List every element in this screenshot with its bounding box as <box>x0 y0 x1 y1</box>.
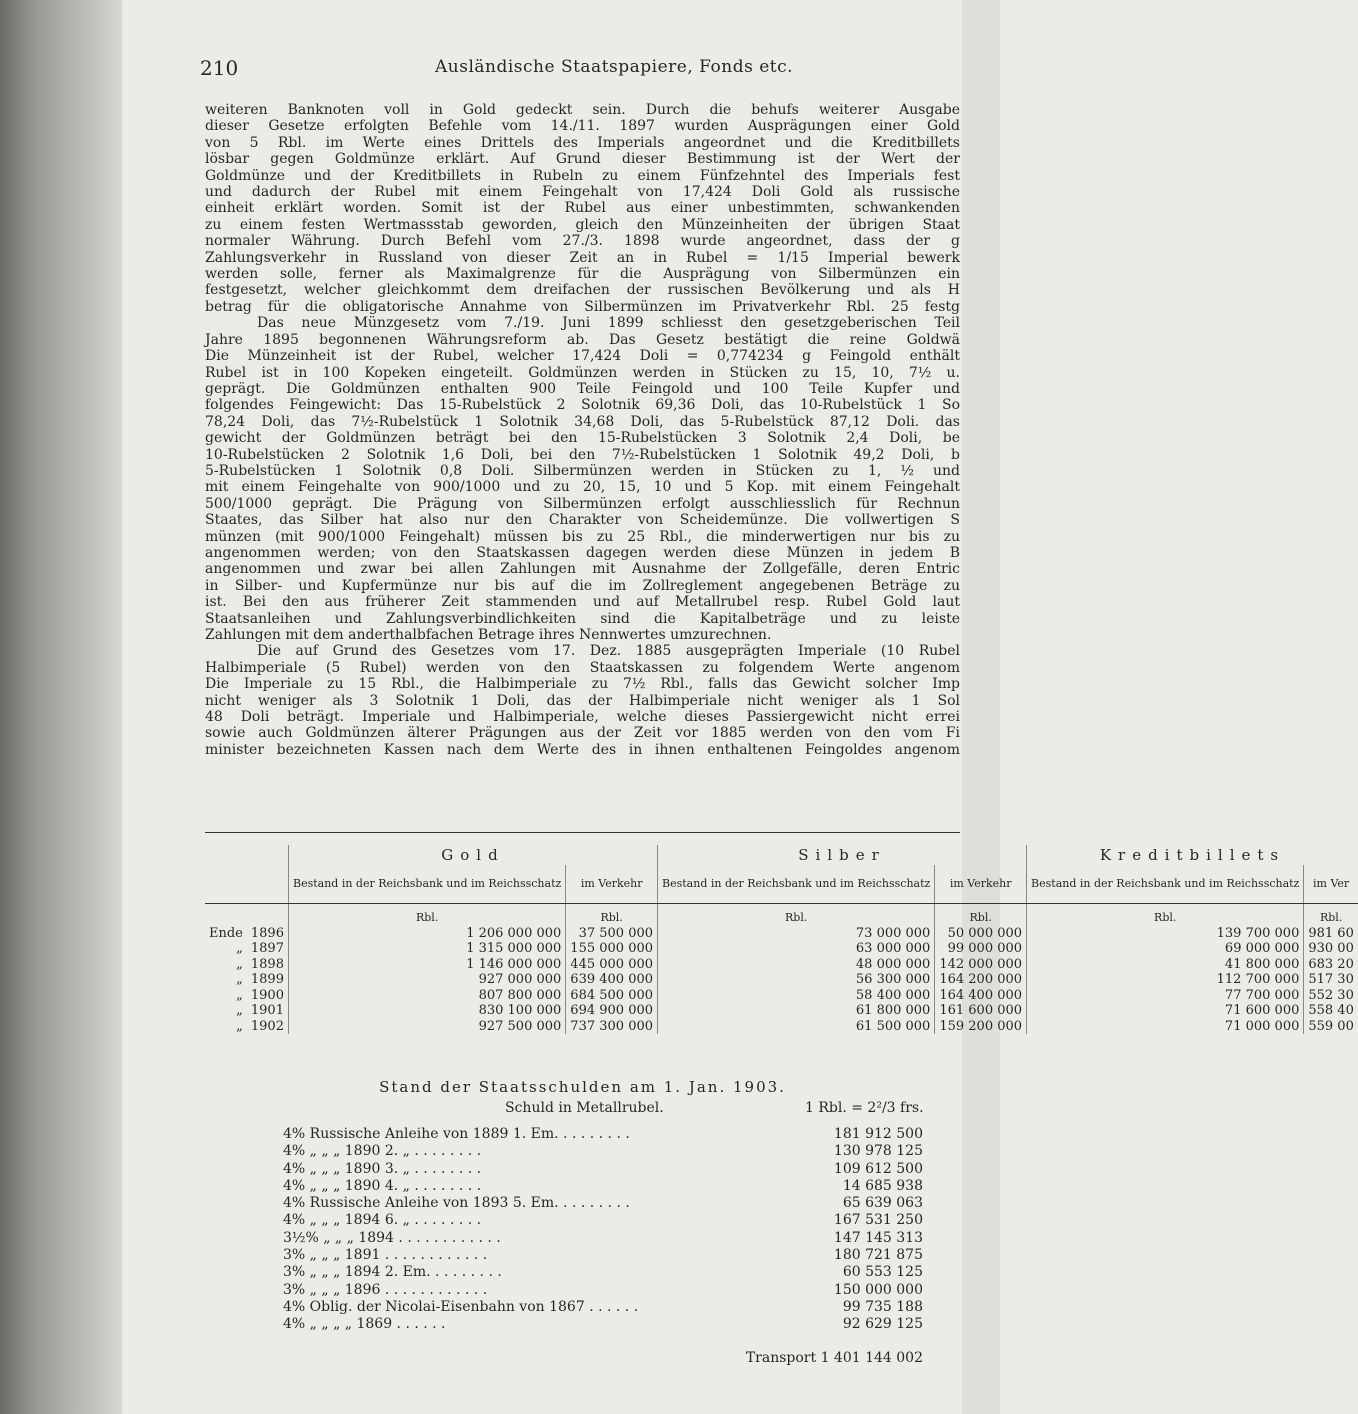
text-line: münzen (mit 900/1000 Feingehalt) müssen bis zu 25 Rbl., die minderwertigen nur bis zu <box>205 528 960 545</box>
cell: 552 30 <box>1304 988 1358 1004</box>
debt-row <box>283 1264 923 1281</box>
table-row <box>205 1003 1358 1019</box>
unit-label: Rbl. <box>1304 904 1358 926</box>
running-head: Ausländische Staatspapiere, Fonds etc. <box>435 57 794 77</box>
row-year: 1900 <box>250 987 284 1003</box>
cell: 558 40 <box>1304 1003 1358 1019</box>
group-kreditbillets: Kreditbillets <box>1027 845 1358 865</box>
cell: 159 200 000 <box>935 1019 1027 1035</box>
facing-page-edge <box>962 0 1000 1414</box>
unit-label: Rbl. <box>566 904 658 926</box>
table-row <box>205 988 1358 1004</box>
cell: 71 600 000 <box>1027 1003 1304 1019</box>
text-line: werden solle, ferner als Maximalgrenze für die Ausprägung von Silbermünzen ein <box>205 266 960 283</box>
text-line: geprägt. Die Goldmünzen enthalten 900 Teile Feingold und 100 Teile Kupfer und <box>205 380 960 397</box>
text-line: Halbimperiale (5 Rubel) werden von den Staatskassen zu folgendem Werte angenom <box>205 659 960 676</box>
debt-amount: 109 612 500 <box>833 1160 923 1177</box>
cell: 694 900 000 <box>566 1003 658 1019</box>
table-unit-row <box>205 904 1358 926</box>
text-line: von 5 Rbl. im Werte eines Drittels des Imperials angeordnet und die Kreditbillets <box>205 134 960 151</box>
text-line: minister bezeichneten Kassen nach dem Werte des in ihnen enthaltenen Feingoldes angenom <box>205 741 960 758</box>
row-label: „ <box>236 987 243 1003</box>
text-line: betrag für die obligatorische Annahme von Silbermünzen im Privatverkehr Rbl. 25 festg <box>205 298 960 315</box>
cell: 517 30 <box>1304 972 1358 988</box>
debt-subtitle-row <box>505 1100 960 1116</box>
debt-label: 4% „ „ „ „ 1869 . . . . . . <box>283 1316 446 1333</box>
cell: 69 000 000 <box>1027 941 1304 957</box>
row-label: „ <box>236 941 243 957</box>
exchange-rate: 1 Rbl. = 2²/3 frs. <box>805 1100 924 1116</box>
row-year: 1898 <box>250 956 284 972</box>
col-reserve: Bestand in der Reichsbank und im Reichsschatz <box>288 865 565 904</box>
debt-row <box>283 1316 923 1333</box>
col-circulation: im Verkehr <box>566 865 658 904</box>
debt-amount: 92 629 125 <box>842 1316 923 1333</box>
debt-amount: 167 531 250 <box>833 1212 923 1229</box>
cell: 1 146 000 000 <box>288 957 565 973</box>
cell: 155 000 000 <box>566 941 658 957</box>
debt-amount: 180 721 875 <box>833 1247 923 1264</box>
text-line: 500/1000 geprägt. Die Prägung von Silbermünzen erfolgt ausschliesslich für Rechnun <box>205 495 960 512</box>
cell: 559 00 <box>1304 1019 1358 1035</box>
debt-label: 3½% „ „ „ 1894 . . . . . . . . . . . . <box>283 1229 501 1246</box>
text-line: 78,24 Doli, das 7½-Rubelstück 1 Solotnik 34,68 Doli, das 5-Rubelstück 87,12 Doli. das <box>205 413 960 430</box>
row-year: 1896 <box>250 925 284 941</box>
cell: 445 000 000 <box>566 957 658 973</box>
cell: 737 300 000 <box>566 1019 658 1035</box>
cell: 927 000 000 <box>288 972 565 988</box>
cell: 50 000 000 <box>935 926 1027 942</box>
debt-amount: 99 735 188 <box>842 1298 923 1315</box>
cell: 41 800 000 <box>1027 957 1304 973</box>
debt-amount: 150 000 000 <box>833 1281 923 1298</box>
cell: 930 00 <box>1304 941 1358 957</box>
text-line: Rubel ist in 100 Kopeken eingeteilt. Goldmünzen werden in Stücken zu 15, 10, 7½ u. <box>205 364 960 381</box>
col-reserve: Bestand in der Reichsbank und im Reichsschatz <box>658 865 935 904</box>
text-line: einheit erklärt worden. Somit ist der Rubel aus einer unbestimmten, schwankenden <box>205 200 960 217</box>
debt-label: 4% „ „ „ 1890 3. „ . . . . . . . . <box>283 1160 482 1177</box>
debt-subtitle: Schuld in Metallrubel. <box>505 1100 664 1116</box>
row-label: „ <box>236 1003 243 1019</box>
cell: 63 000 000 <box>658 941 935 957</box>
text-line: sowie auch Goldmünzen älterer Prägungen aus der Zeit vor 1885 werden von den vom Fi <box>205 725 960 742</box>
debt-list <box>283 1126 923 1334</box>
text-line: zu einem festen Wertmassstab geworden, gleich den Münzeinheiten der übrigen Staat <box>205 216 960 233</box>
debt-label: 3% „ „ „ 1891 . . . . . . . . . . . . <box>283 1247 488 1264</box>
debt-row <box>283 1247 923 1264</box>
text-line: dieser Gesetze erfolgten Befehle vom 14./11. 1897 wurden Ausprägungen einer Gold <box>205 118 960 135</box>
page-number: 210 <box>200 56 239 80</box>
unit-label: Rbl. <box>1027 904 1304 926</box>
book-spine-shadow <box>0 0 122 1414</box>
unit-label: Rbl. <box>935 904 1027 926</box>
table-row <box>205 972 1358 988</box>
debt-label: 4% „ „ „ 1890 2. „ . . . . . . . . <box>283 1143 482 1160</box>
unit-label: Rbl. <box>288 904 565 926</box>
debt-label: 4% „ „ „ 1890 4. „ . . . . . . . . <box>283 1177 482 1194</box>
cell: 164 400 000 <box>935 988 1027 1004</box>
cell: 639 400 000 <box>566 972 658 988</box>
debt-row <box>283 1178 923 1195</box>
text-line: 5-Rubelstücken 1 Solotnik 0,8 Doli. Silbermünzen werden in Stücken zu 1, ½ und <box>205 462 960 479</box>
cell: 58 400 000 <box>658 988 935 1004</box>
debt-label: 3% „ „ „ 1894 2. Em. . . . . . . . . <box>283 1264 502 1281</box>
group-gold: Gold <box>288 845 657 865</box>
cell: 112 700 000 <box>1027 972 1304 988</box>
text-line: normaler Währung. Durch Befehl vom 27./3. 1898 wurde angeordnet, dass der g <box>205 233 960 250</box>
cell: 139 700 000 <box>1027 926 1304 942</box>
debt-row <box>283 1195 923 1212</box>
row-year: 1897 <box>250 941 284 957</box>
debt-amount: 14 685 938 <box>842 1177 923 1194</box>
text-line: nicht weniger als 3 Solotnik 1 Doli, das der Halbimperiale nicht weniger als 1 Sol <box>205 692 960 709</box>
cell: 1 315 000 000 <box>288 941 565 957</box>
debt-amount: 60 553 125 <box>842 1264 923 1281</box>
table-group-header <box>205 845 1358 865</box>
unit-label: Rbl. <box>658 904 935 926</box>
table-row <box>205 1019 1358 1035</box>
row-label: „ <box>236 972 243 988</box>
cell: 99 000 000 <box>935 941 1027 957</box>
row-label: „ <box>236 956 243 972</box>
debt-label: 4% Russische Anleihe von 1889 1. Em. . . . . . . . . <box>283 1126 630 1142</box>
table-column-header <box>205 865 1358 904</box>
cell: 71 000 000 <box>1027 1019 1304 1035</box>
cell: 37 500 000 <box>566 926 658 942</box>
text-line: Das neue Münzgesetz vom 7./19. Juni 1899 schliesst den gesetzgeberischen Teil <box>257 315 960 332</box>
text-line: Staatsanleihen und Zahlungsverbindlichkeiten sind die Kapitalbeträge und zu leiste <box>205 610 960 627</box>
cell: 61 800 000 <box>658 1003 935 1019</box>
col-circulation: im Verkehr <box>935 865 1027 904</box>
debt-amount: 130 978 125 <box>833 1143 923 1160</box>
text-line: Goldmünze und der Kreditbillets in Rubeln zu einem Fünfzehntel des Imperials fest <box>205 167 960 184</box>
row-year: 1899 <box>250 972 284 988</box>
debt-label: 4% Russische Anleihe von 1893 5. Em. . . . . . . . . <box>283 1195 630 1212</box>
debt-row <box>283 1212 923 1229</box>
debt-row <box>283 1230 923 1247</box>
debt-amount: 65 639 063 <box>842 1195 923 1212</box>
row-label: „ <box>236 1018 243 1034</box>
text-line: und dadurch der Rubel mit einem Feingehalt von 17,424 Doli Gold als russische <box>205 184 960 201</box>
row-label: Ende <box>209 925 243 941</box>
transport-amount: 1 401 144 002 <box>820 1350 923 1366</box>
debt-label: 4% „ „ „ 1894 6. „ . . . . . . . . <box>283 1212 482 1229</box>
table-row <box>205 926 1358 942</box>
cell: 927 500 000 <box>288 1019 565 1035</box>
table-row <box>205 941 1358 957</box>
cell: 77 700 000 <box>1027 988 1304 1004</box>
group-silber: Silber <box>658 845 1027 865</box>
table-row <box>205 957 1358 973</box>
cell: 1 206 000 000 <box>288 926 565 942</box>
text-line: Die Münzeinheit ist der Rubel, welcher 17,424 Doli = 0,774234 g Feingold enthält <box>205 348 960 365</box>
cell: 807 800 000 <box>288 988 565 1004</box>
text-line: lösbar gegen Goldmünze erklärt. Auf Grund dieser Bestimmung ist der Wert der <box>205 151 960 168</box>
text-line: Die auf Grund des Gesetzes vom 17. Dez. 1885 ausgeprägten Imperiale (10 Rubel <box>257 643 960 660</box>
debt-row <box>283 1143 923 1160</box>
body-text <box>205 102 960 758</box>
text-line: 10-Rubelstücken 2 Solotnik 1,6 Doli, bei den 7½-Rubelstücken 1 Solotnik 49,2 Doli, b <box>205 446 960 463</box>
cell: 48 000 000 <box>658 957 935 973</box>
debt-row <box>283 1161 923 1178</box>
text-line: mit einem Feingehalte von 900/1000 und zu 20, 15, 10 und 5 Kop. mit einem Feingehalt <box>205 479 960 496</box>
cell: 73 000 000 <box>658 926 935 942</box>
section-rule <box>205 832 960 833</box>
cell: 684 500 000 <box>566 988 658 1004</box>
cell: 683 20 <box>1304 957 1358 973</box>
text-line: Zahlungen mit dem anderthalbfachen Betrage ihres Nennwertes umzurechnen. <box>205 627 772 643</box>
text-line: angenommen und zwar bei allen Zahlungen mit Ausnahme der Zollgefälle, deren Entric <box>205 561 960 578</box>
text-line: Die Imperiale zu 15 Rbl., die Halbimperiale zu 7½ Rbl., falls das Gewicht solcher Imp <box>205 676 960 693</box>
cell: 164 200 000 <box>935 972 1027 988</box>
row-year: 1902 <box>250 1018 284 1034</box>
text-line: angenommen werden; von den Staatskassen dagegen werden diese Münzen in jedem B <box>205 544 960 561</box>
debt-label: 3% „ „ „ 1896 . . . . . . . . . . . . <box>283 1281 488 1298</box>
cell: 142 000 000 <box>935 957 1027 973</box>
text-line: in Silber- und Kupfermünze nur bis auf die im Zollreglement angegebenen Beträge zu <box>205 577 960 594</box>
col-reserve: Bestand in der Reichsbank und im Reichsschatz <box>1027 865 1304 904</box>
text-line: weiteren Banknoten voll in Gold gedeckt sein. Durch die behufs weiterer Ausgabe <box>205 102 960 118</box>
page-header <box>200 56 960 82</box>
text-line: 48 Doli beträgt. Imperiale und Halbimperiale, welche dieses Passiergewicht nicht errei <box>205 709 960 726</box>
debt-section-title: Stand der Staatsschulden am 1. Jan. 1903. <box>379 1078 786 1096</box>
transport-label: Transport <box>745 1350 817 1366</box>
col-circulation: im Ver <box>1304 865 1358 904</box>
debt-row <box>283 1126 923 1143</box>
debt-label: 4% Oblig. der Nicolai-Eisenbahn von 1867 . . . . . . <box>283 1298 639 1315</box>
cell: 981 60 <box>1304 926 1358 942</box>
money-circulation-table <box>205 845 1358 1034</box>
text-line: gewicht der Goldmünzen beträgt bei den 15-Rubelstücken 3 Solotnik 2,4 Doli, be <box>205 430 960 447</box>
cell: 161 600 000 <box>935 1003 1027 1019</box>
debt-row <box>283 1299 923 1316</box>
debt-amount: 181 912 500 <box>833 1126 923 1142</box>
transport-total <box>725 1350 923 1366</box>
text-line: ist. Bei den aus früherer Zeit stammenden und auf Metallrubel resp. Rubel Gold laut <box>205 594 960 611</box>
text-line: Staates, das Silber hat also nur den Charakter von Scheidemünze. Die vollwertigen S <box>205 512 960 529</box>
row-year: 1901 <box>250 1003 284 1019</box>
cell: 56 300 000 <box>658 972 935 988</box>
text-line: Zahlungsverkehr in Russland von dieser Zeit an in Rubel = 1/15 Imperial bewerk <box>205 249 960 266</box>
cell: 61 500 000 <box>658 1019 935 1035</box>
debt-row <box>283 1282 923 1299</box>
text-line: Jahre 1895 begonnenen Währungsreform ab. Das Gesetz bestätigt die reine Goldwä <box>205 331 960 348</box>
text-line: festgesetzt, welcher gleichkommt dem dreifachen der russischen Bevölkerung und als H <box>205 282 960 299</box>
cell: 830 100 000 <box>288 1003 565 1019</box>
text-line: folgendes Feingewicht: Das 15-Rubelstück 2 Solotnik 69,36 Doli, das 10-Rubelstück 1 So <box>205 397 960 414</box>
debt-amount: 147 145 313 <box>833 1229 923 1246</box>
book-page <box>200 0 1354 1414</box>
